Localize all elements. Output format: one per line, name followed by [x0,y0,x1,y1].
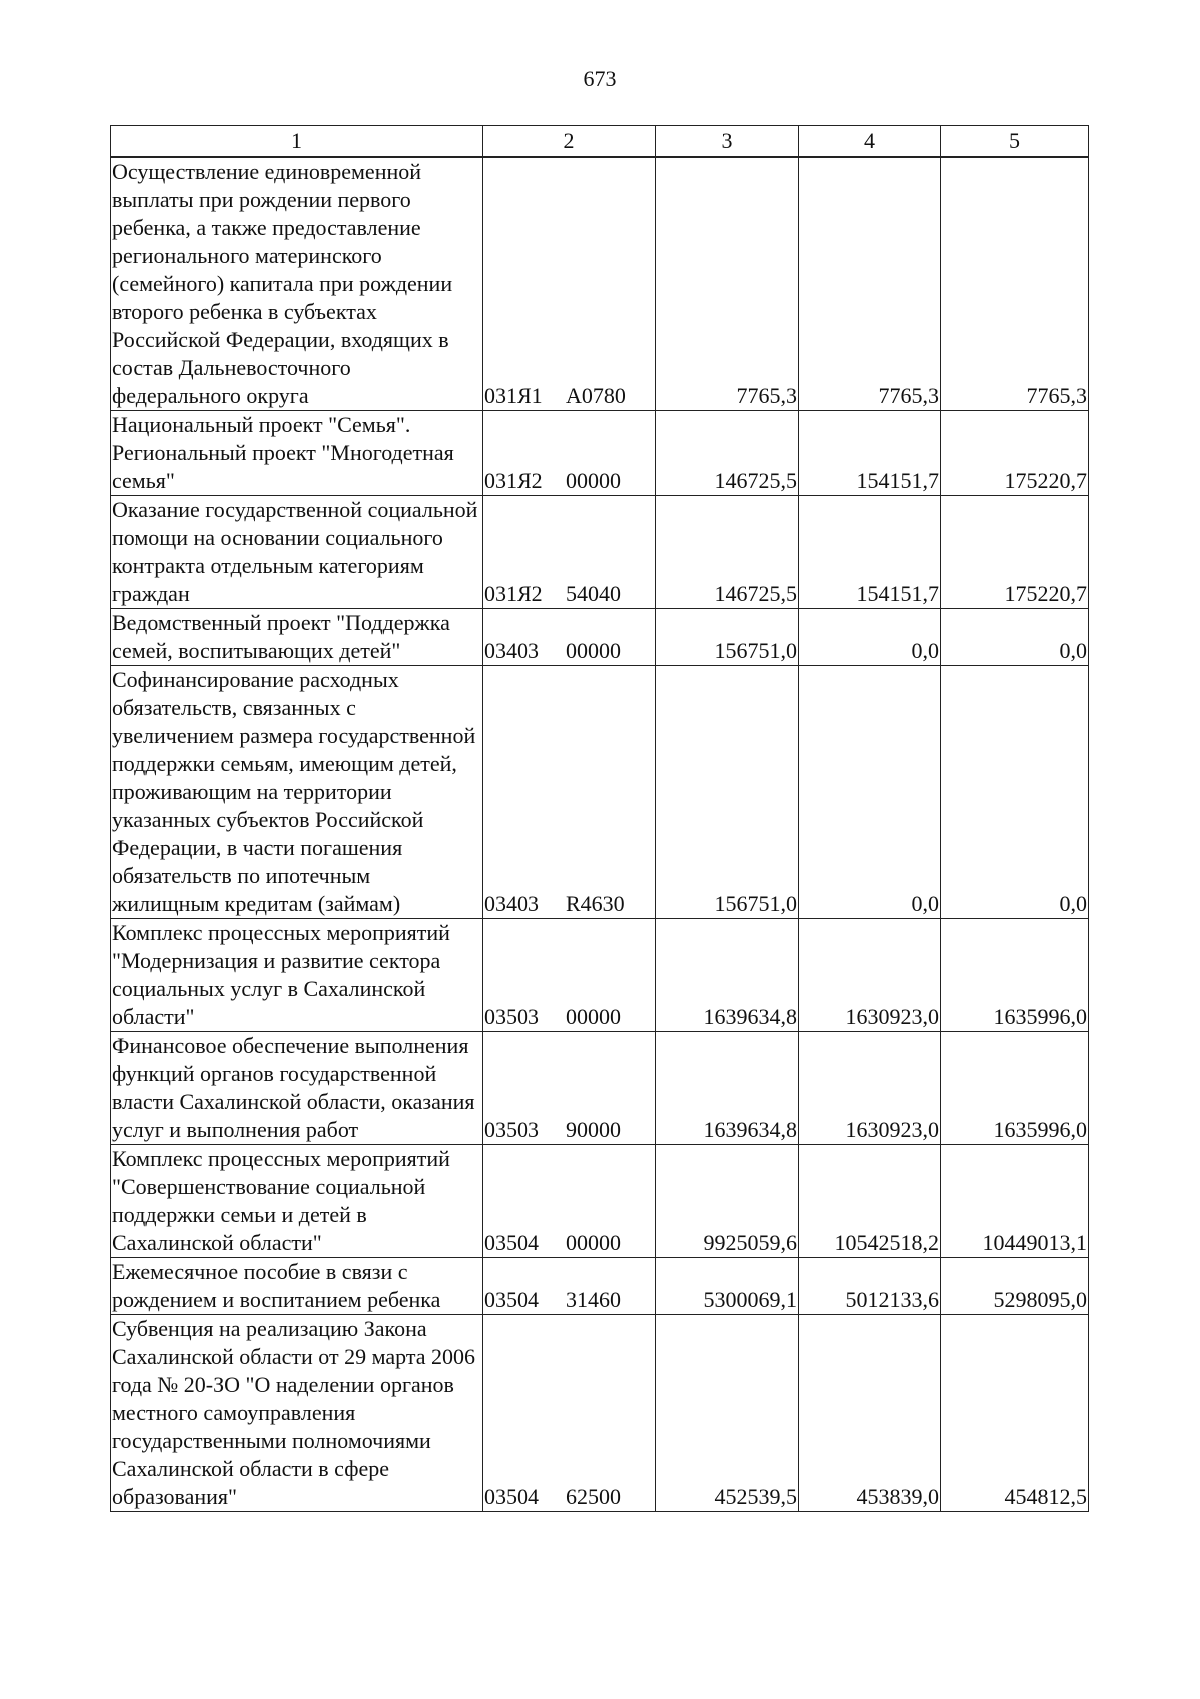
target-article-code: 03504 [484,1484,539,1509]
expense-direction-code: 90000 [566,1117,621,1142]
row-code [483,1145,656,1258]
expense-direction-code: 00000 [566,1004,621,1029]
value-col-5: 10449013,1 [941,1145,1089,1258]
column-header-2: 2 [483,126,656,158]
value-col-4: 1630923,0 [799,1032,941,1145]
row-name: Осуществление единовременной выплаты при рождении первого ребенка, а также предоставление регионального материнского (семейного) капитала при рождении второго ребенка в субъектах Российской Федерации, входящих в состав Дальневосточного федерального округа [111,157,483,411]
value-col-3: 1639634,8 [656,919,799,1032]
table-row [111,1032,1089,1145]
value-col-5: 1635996,0 [941,1032,1089,1145]
table-row [111,1145,1089,1258]
column-header-5: 5 [941,126,1089,158]
value-col-4: 1630923,0 [799,919,941,1032]
value-col-4: 154151,7 [799,496,941,609]
table-row [111,411,1089,496]
value-col-5: 175220,7 [941,411,1089,496]
budget-table [110,125,1089,1512]
value-col-5: 175220,7 [941,496,1089,609]
value-col-3: 452539,5 [656,1315,799,1512]
table-row [111,666,1089,919]
target-article-code: 03403 [484,638,539,663]
value-col-4: 5012133,6 [799,1258,941,1315]
value-col-5: 0,0 [941,609,1089,666]
expense-direction-code: 00000 [566,468,621,493]
table-row [111,919,1089,1032]
value-col-5: 454812,5 [941,1315,1089,1512]
target-article-code: 031Я2 [484,468,543,493]
target-article-code: 03503 [484,1004,539,1029]
row-code [483,157,656,411]
expense-direction-code: 00000 [566,638,621,663]
value-col-3: 146725,5 [656,496,799,609]
expense-direction-code: 31460 [566,1287,621,1312]
target-article-code: 031Я2 [484,581,543,606]
column-header-3: 3 [656,126,799,158]
row-name: Софинансирование расходных обязательств, связанных с увеличением размера государственной поддержки семьям, имеющим детей, проживающим на территории указанных субъектов Российской Федерации, в части погашения обязательств по ипотечным жилищным кредитам (займам) [111,666,483,919]
value-col-4: 7765,3 [799,157,941,411]
target-article-code: 03503 [484,1117,539,1142]
expense-direction-code: 54040 [566,581,621,606]
target-article-code: 03504 [484,1287,539,1312]
value-col-5: 1635996,0 [941,919,1089,1032]
expense-direction-code: А0780 [566,383,626,408]
row-code [483,666,656,919]
value-col-3: 9925059,6 [656,1145,799,1258]
header-row [111,126,1089,158]
value-col-3: 7765,3 [656,157,799,411]
table-row [111,496,1089,609]
table-header [111,126,1089,158]
row-code [483,919,656,1032]
value-col-3: 156751,0 [656,666,799,919]
expense-direction-code: 62500 [566,1484,621,1509]
value-col-5: 0,0 [941,666,1089,919]
value-col-3: 146725,5 [656,411,799,496]
target-article-code: 031Я1 [484,383,543,408]
value-col-5: 7765,3 [941,157,1089,411]
row-name: Ежемесячное пособие в связи с рождением и воспитанием ребенка [111,1258,483,1315]
table-row [111,1258,1089,1315]
row-name: Финансовое обеспечение выполнения функций органов государственной власти Сахалинской области, оказания услуг и выполнения работ [111,1032,483,1145]
row-code [483,609,656,666]
column-header-1: 1 [111,126,483,158]
row-code [483,496,656,609]
row-name: Субвенция на реализацию Закона Сахалинской области от 29 марта 2006 года № 20-ЗО "О наделении органов местного самоуправления государственными полномочиями Сахалинской области в сфере образования" [111,1315,483,1512]
row-name: Оказание государственной социальной помощи на основании социального контракта отдельным категориям граждан [111,496,483,609]
value-col-4: 0,0 [799,666,941,919]
table-row [111,1315,1089,1512]
row-name: Ведомственный проект "Поддержка семей, воспитывающих детей" [111,609,483,666]
target-article-code: 03403 [484,891,539,916]
table-row [111,609,1089,666]
column-header-4: 4 [799,126,941,158]
row-name: Комплекс процессных мероприятий "Совершенствование социальной поддержки семьи и детей в Сахалинской области" [111,1145,483,1258]
value-col-3: 1639634,8 [656,1032,799,1145]
table-body [111,157,1089,1512]
value-col-3: 5300069,1 [656,1258,799,1315]
value-col-5: 5298095,0 [941,1258,1089,1315]
expense-direction-code: R4630 [566,891,625,916]
value-col-4: 0,0 [799,609,941,666]
row-code [483,1258,656,1315]
value-col-3: 156751,0 [656,609,799,666]
row-code [483,1032,656,1145]
row-code [483,411,656,496]
page-number: 673 [583,66,617,91]
value-col-4: 453839,0 [799,1315,941,1512]
row-name: Национальный проект "Семья". Региональный проект "Многодетная семья" [111,411,483,496]
row-name: Комплекс процессных мероприятий "Модернизация и развитие сектора социальных услуг в Сахалинской области" [111,919,483,1032]
target-article-code: 03504 [484,1230,539,1255]
value-col-4: 154151,7 [799,411,941,496]
row-code [483,1315,656,1512]
table-row [111,157,1089,411]
value-col-4: 10542518,2 [799,1145,941,1258]
expense-direction-code: 00000 [566,1230,621,1255]
